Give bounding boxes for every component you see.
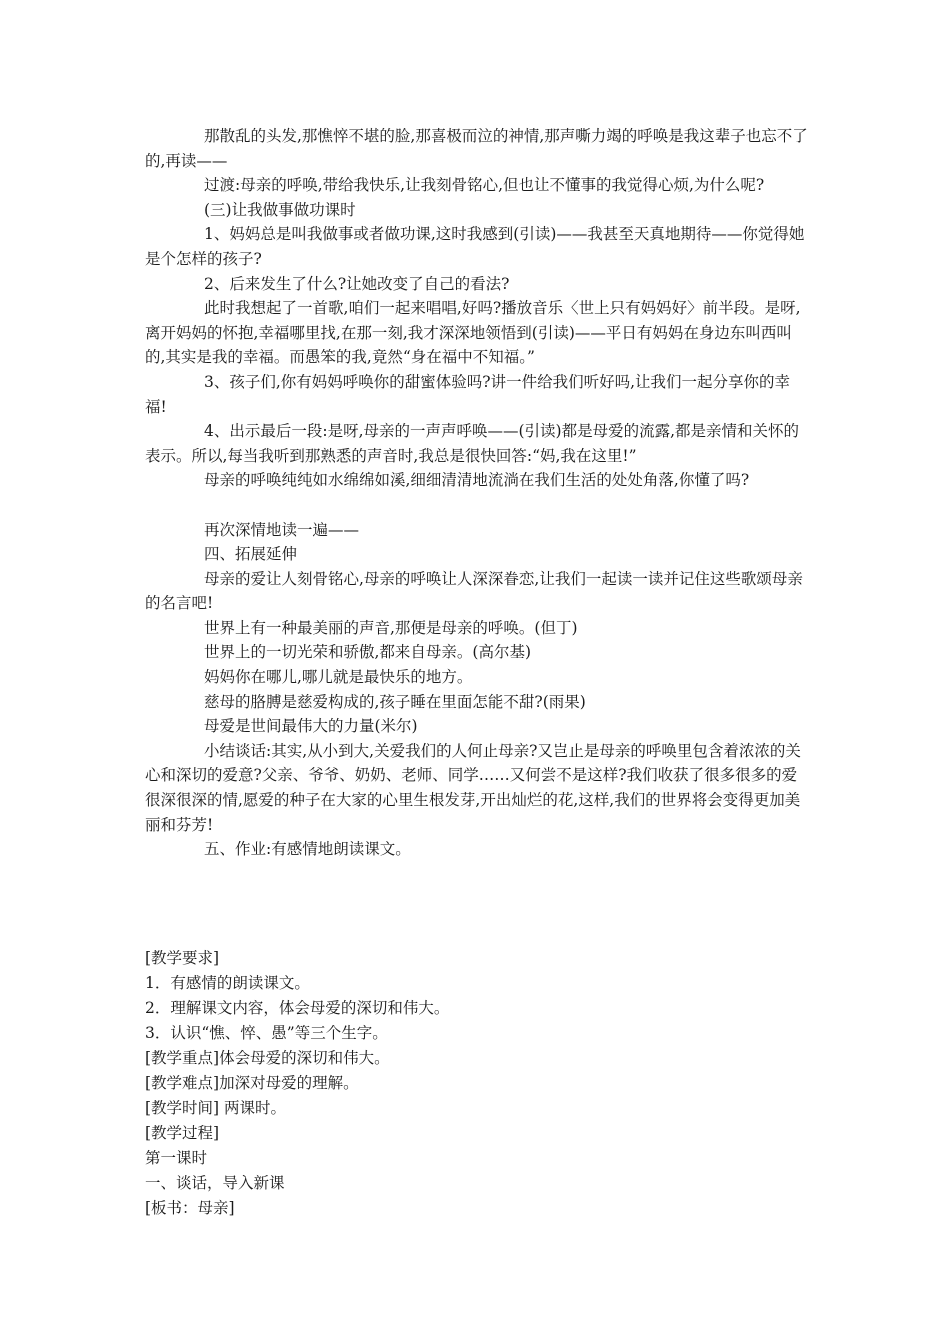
first-lesson-heading: 第一课时 xyxy=(145,1149,208,1167)
paragraph-conclusion: 小结谈话:其实,从小到大,关爱我们的人何止母亲?又岂止是母亲的呼唤里包含着浓浓的关心和深切的爱意?父亲、爷爷、奶奶、老师、同学……又何尝不是这样?我们收获了很多很多的爱很深很深的情,愿爱的种子在大家的心里生根发芽,开出灿烂的花,这样,我们的世界将会变得更加美丽和芬芳! xyxy=(145,741,801,834)
quote-mill: 母爱是世间最伟大的力量(米尔) xyxy=(204,717,418,736)
teaching-requirements-heading: [教学要求] xyxy=(145,949,220,967)
teaching-focus: [教学重点]体会母爱的深切和伟大。 xyxy=(145,1049,390,1067)
requirement-3: 3．认识“憔、悴、愚”等三个生字。 xyxy=(145,1024,388,1042)
question-3: 3、孩子们,你有妈妈呼唤你的甜蜜体验吗?讲一件给我们听好吗,让我们一起分享你的幸福! xyxy=(145,372,791,416)
lesson-plan xyxy=(145,946,810,1221)
quote-dante: 世界上有一种最美丽的声音,那便是母亲的呼唤。(但丁) xyxy=(204,618,578,637)
paragraph-transition: 过渡:母亲的呼唤,带给我快乐,让我刻骨铭心,但也让不懂事的我觉得心烦,为什么呢? xyxy=(204,176,765,195)
blank-line xyxy=(145,493,810,518)
quote-gorky: 世界上的一切光荣和骄傲,都来自母亲。(高尔基) xyxy=(204,643,532,662)
lesson-continuation xyxy=(145,124,810,862)
quote-hugo: 慈母的胳膊是慈爱构成的,孩子睡在里面怎能不甜?(雨果) xyxy=(204,692,586,711)
question-4: 4、出示最后一段:是呀,母亲的一声声呼唤——(引读)都是母爱的流露,都是亲情和关怀的表示。所以,每当我听到那熟悉的声音时,我总是很快回答:“妈,我在这里!” xyxy=(145,422,800,465)
question-2: 2、后来发生了什么?让她改变了自己的看法? xyxy=(204,274,510,293)
paragraph-song: 此时我想起了一首歌,咱们一起来唱唱,好吗?播放音乐〈世上只有妈妈好〉前半段。是呀,离开妈妈的怀抱,幸福哪里找,在那一刻,我才深深地领悟到(引读)——平日有妈妈在身边东叫西叫的,其实是我的幸福。而愚笨的我,竟然“身在福中不知福。” xyxy=(145,299,801,367)
teaching-difficulty: [教学难点]加深对母爱的理解。 xyxy=(145,1074,359,1092)
step-one-heading: 一、谈话，导入新课 xyxy=(145,1174,285,1192)
teaching-process-heading: [教学过程] xyxy=(145,1124,220,1142)
paragraph-quotes-intro: 母亲的爱让人刻骨铭心,母亲的呼唤让人深深眷恋,让我们一起读一读并记住这些歌颂母亲的名言吧! xyxy=(145,569,803,613)
paragraph-reread: 那散乱的头发,那憔悴不堪的脸,那喜极而泣的神情,那声嘶力竭的呼唤是我这辈子也忘不了的,再读—— xyxy=(145,127,808,170)
question-1: 1、妈妈总是叫我做事或者做功课,这时我感到(引读)——我甚至天真地期待——你觉得她是个怎样的孩子? xyxy=(145,225,805,268)
heading-homework: 五、作业:有感情地朗读课文。 xyxy=(204,840,411,859)
subheading-three: (三)让我做事做功课时 xyxy=(204,200,356,219)
paragraph-summary-call: 母亲的呼唤纯纯如水绵绵如溪,细细清清地流淌在我们生活的处处角落,你懂了吗? xyxy=(204,471,750,490)
heading-extension: 四、拓展延伸 xyxy=(204,545,298,564)
quote-mother: 妈妈你在哪儿,哪儿就是最快乐的地方。 xyxy=(204,668,473,687)
requirement-2: 2．理解课文内容，体会母爱的深切和伟大。 xyxy=(145,999,450,1017)
teaching-time: [教学时间] 两课时。 xyxy=(145,1099,287,1117)
paragraph-read-again: 再次深情地读一遍—— xyxy=(204,520,360,539)
blackboard-note: [板书：母亲] xyxy=(145,1199,235,1217)
requirement-1: 1．有感情的朗读课文。 xyxy=(145,974,310,992)
